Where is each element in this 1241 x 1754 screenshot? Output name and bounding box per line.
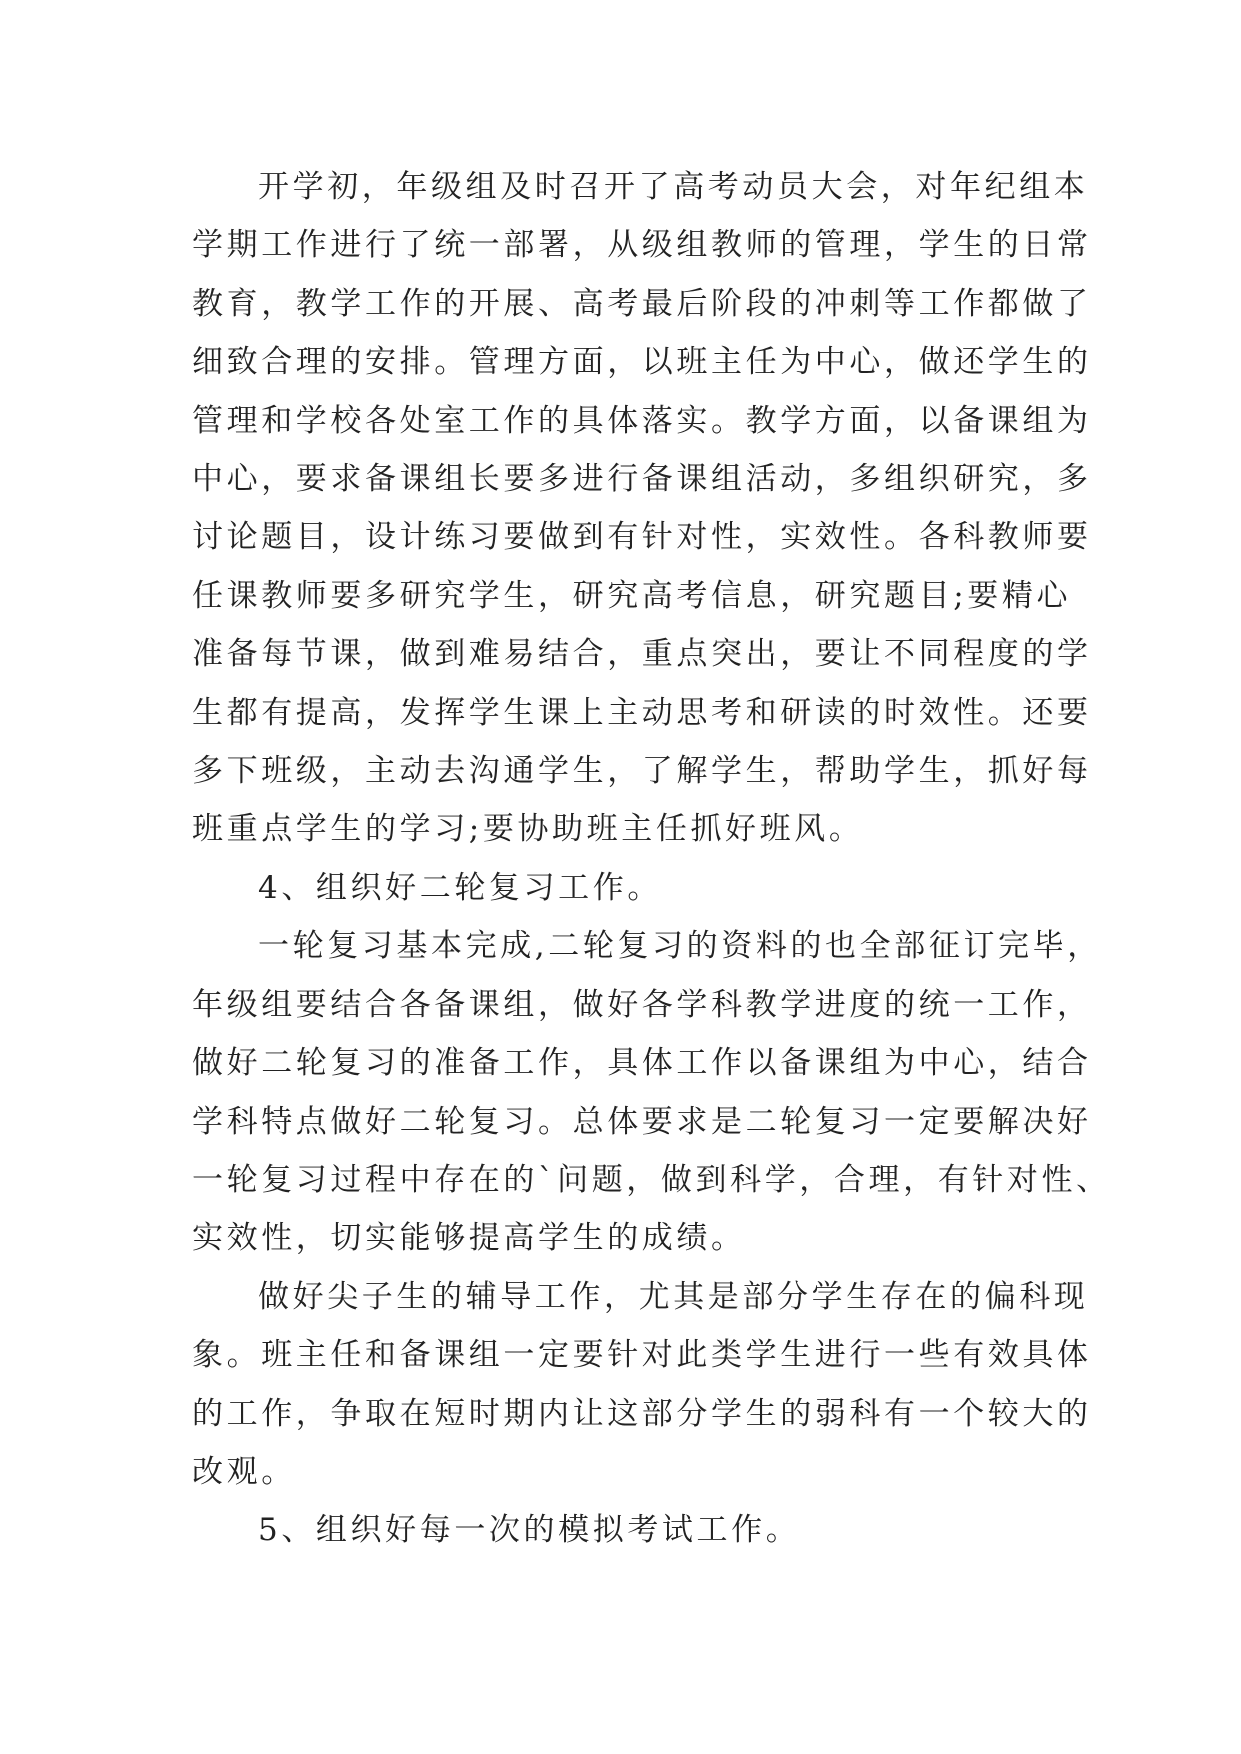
text-line: 细致合理的安排。管理方面，以班主任为中心，做还学生的 xyxy=(192,344,1092,381)
heading-line: 4、组织好二轮复习工作。 xyxy=(258,869,662,906)
section-heading-5 xyxy=(192,1501,1062,1559)
paragraph-top-students xyxy=(192,1268,1092,1502)
section-heading-4 xyxy=(192,859,1062,917)
text-line: 任课教师要多研究学生，研究高考信息，研究题目;要精心 xyxy=(192,577,1072,614)
text-line: 做好二轮复习的准备工作，具体工作以备课组为中心，结合 xyxy=(192,1045,1092,1082)
text-line: 做好尖子生的辅导工作，尤其是部分学生存在的偏科现 xyxy=(258,1278,1089,1315)
document-body xyxy=(192,158,1111,1560)
paragraph-review xyxy=(192,917,1111,1267)
text-line: 生都有提高，发挥学生课上主动思考和研读的时效性。还要 xyxy=(192,694,1092,731)
text-line: 多下班级，主动去沟通学生，了解学生，帮助学生，抓好每 xyxy=(192,753,1092,790)
text-line: 年级组要结合各备课组，做好各学科教学进度的统一工作， xyxy=(192,986,1092,1023)
text-line: 教育，教学工作的开展、高考最后阶段的冲刺等工作都做了 xyxy=(192,285,1092,322)
text-line: 学期工作进行了统一部署，从级组教师的管理，学生的日常 xyxy=(192,227,1092,264)
text-line: 准备每节课，做到难易结合，重点突出，要让不同程度的学 xyxy=(192,636,1092,673)
text-line: 一轮复习过程中存在的`问题，做到科学，合理，有针对性、 xyxy=(192,1161,1111,1198)
text-line: 改观。 xyxy=(192,1453,296,1490)
heading-line: 5、组织好每一次的模拟考试工作。 xyxy=(258,1512,801,1549)
text-line: 讨论题目，设计练习要做到有针对性，实效性。各科教师要 xyxy=(192,519,1092,556)
text-line: 的工作，争取在短时期内让这部分学生的弱科有一个较大的 xyxy=(192,1395,1092,1432)
text-line: 中心，要求备课组长要多进行备课组活动，多组织研究，多 xyxy=(192,461,1092,498)
text-line: 开学初，年级组及时召开了高考动员大会，对年纪组本 xyxy=(258,169,1089,205)
text-line: 一轮复习基本完成,二轮复习的资料的也全部征订完毕， xyxy=(258,928,1102,965)
text-line: 班重点学生的学习;要协助班主任抓好班风。 xyxy=(192,811,864,848)
paragraph-opening xyxy=(192,158,1092,859)
text-line: 学科特点做好二轮复习。总体要求是二轮复习一定要解决好 xyxy=(192,1103,1092,1140)
text-line: 实效性，切实能够提高学生的成绩。 xyxy=(192,1220,746,1257)
text-line: 管理和学校各处室工作的具体落实。教学方面，以备课组为 xyxy=(192,402,1092,439)
text-line: 象。班主任和备课组一定要针对此类学生进行一些有效具体 xyxy=(192,1337,1092,1374)
